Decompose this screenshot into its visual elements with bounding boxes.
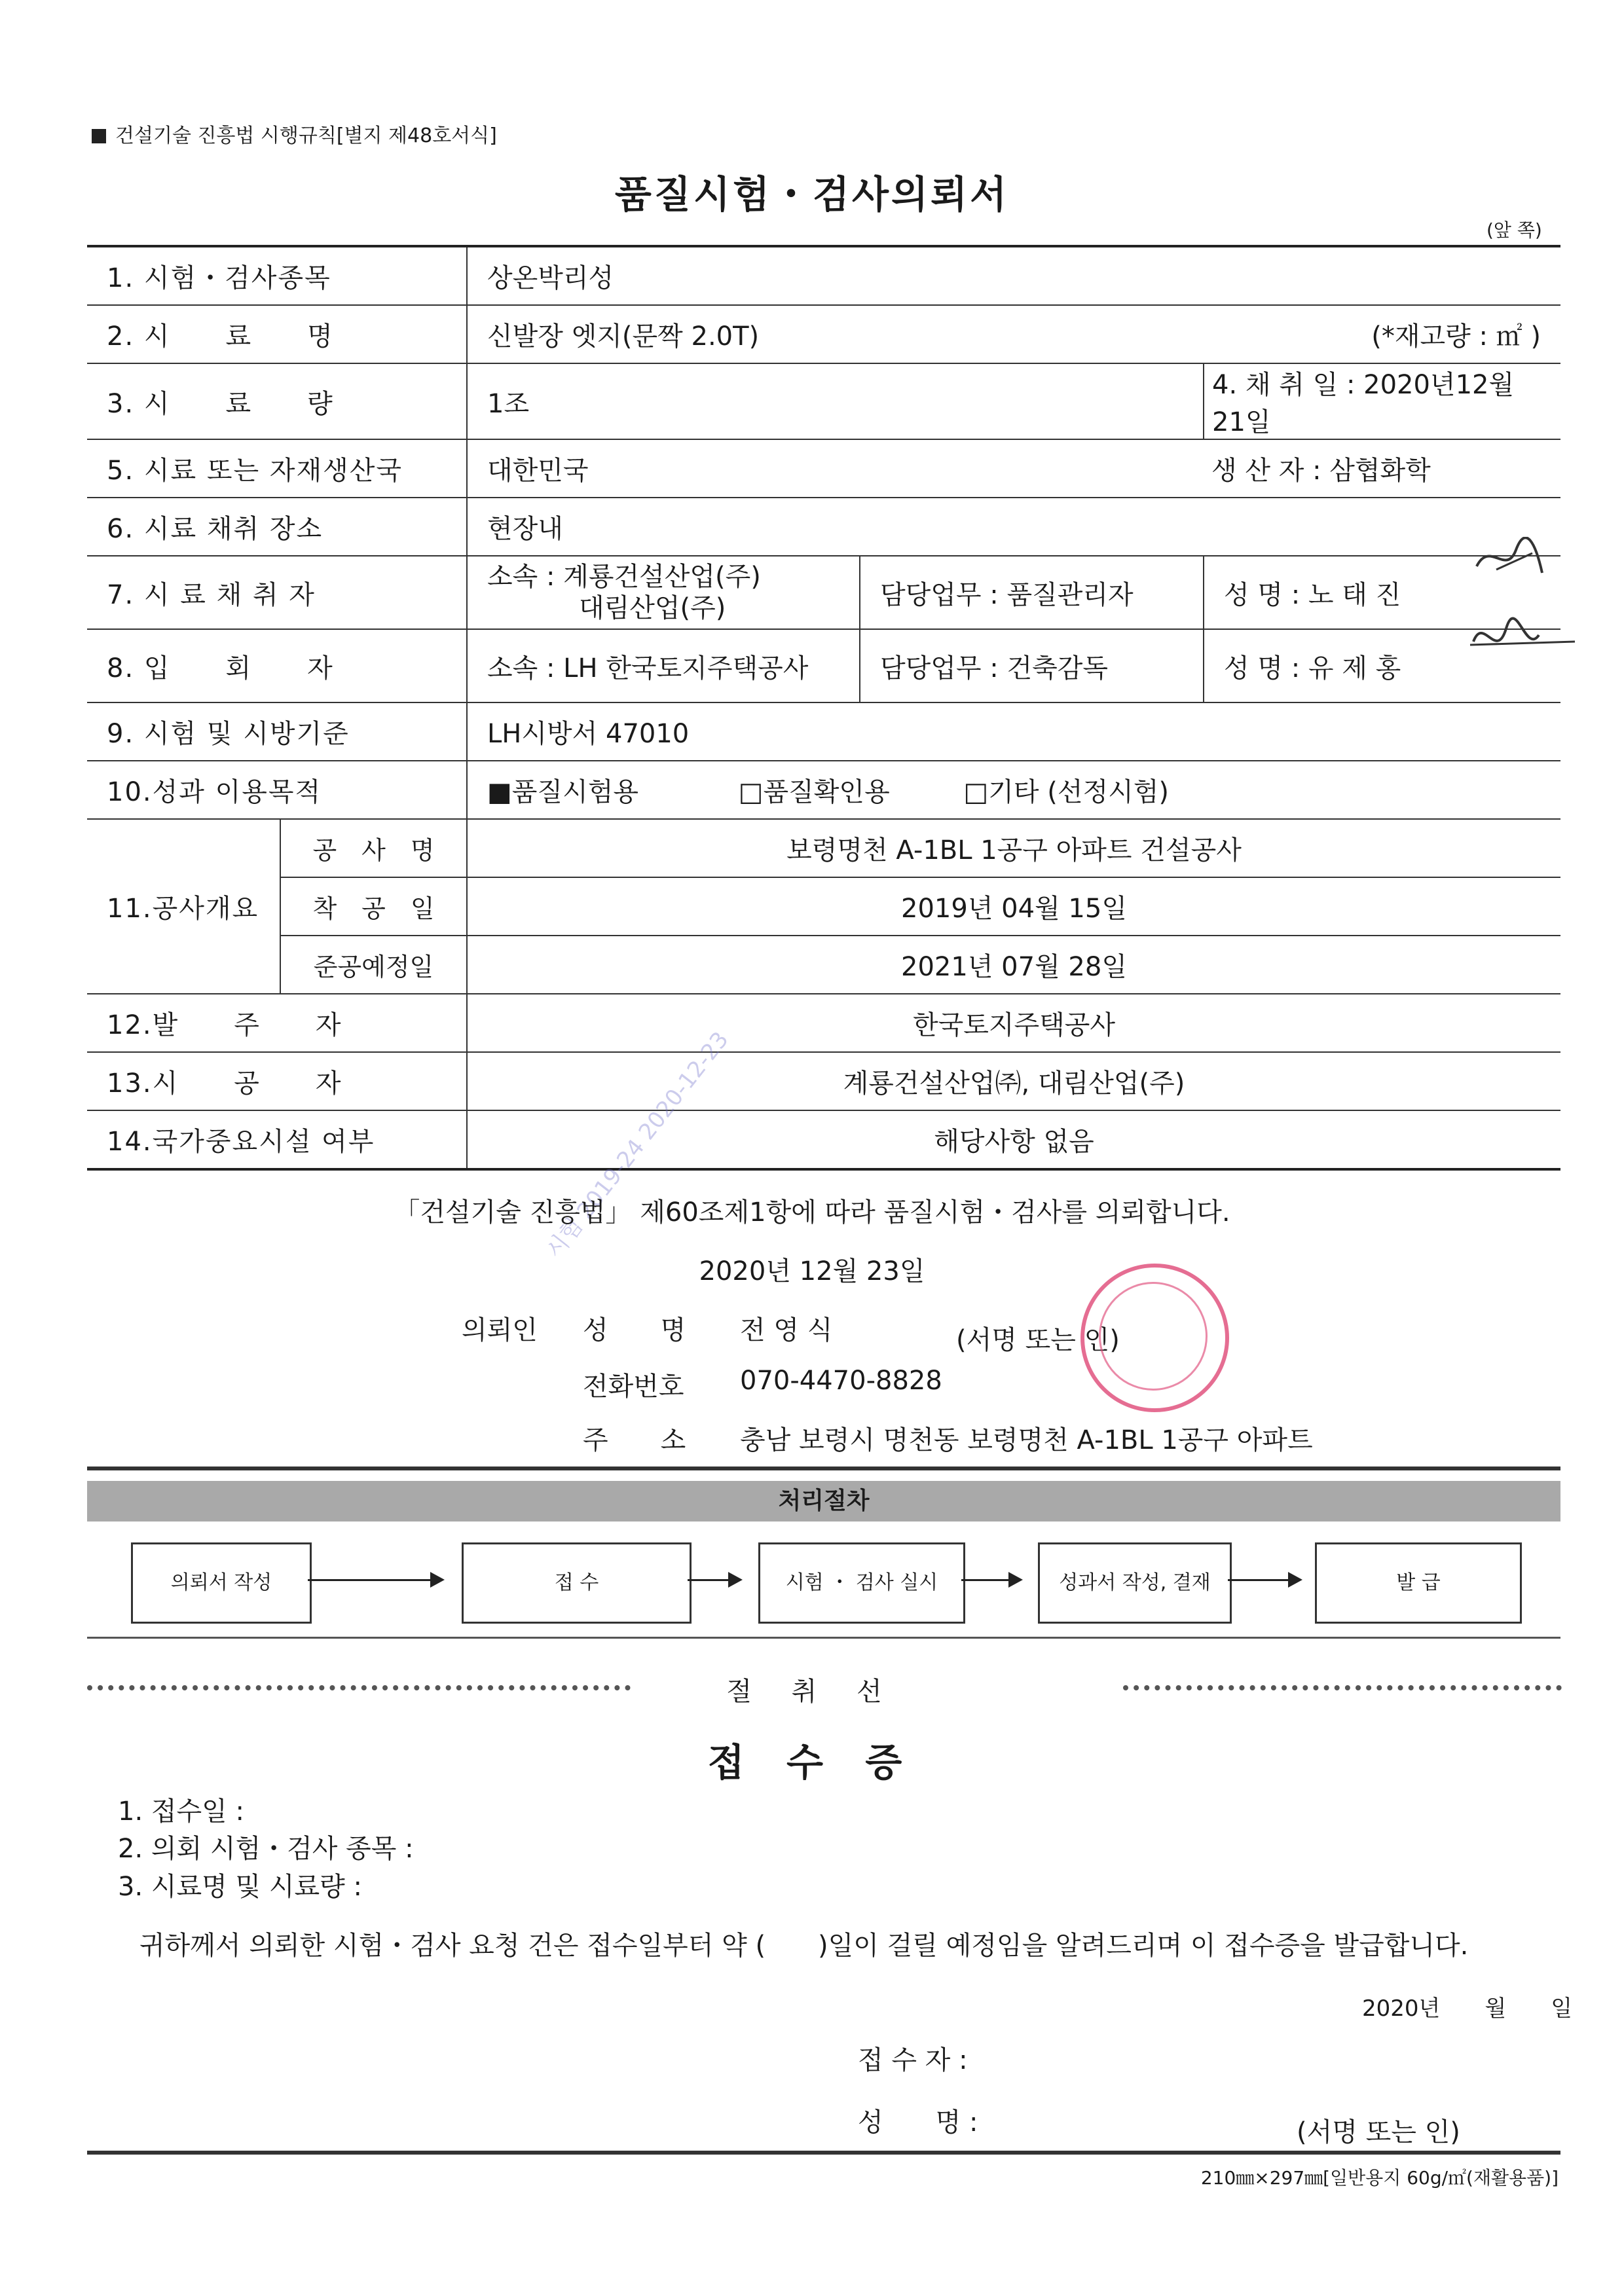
- step-receipt: 접 수: [462, 1542, 692, 1624]
- value-standard: LH시방서 47010: [467, 702, 1560, 761]
- value-sample-name: 신발장 엣지(문짝 2.0T): [467, 305, 1204, 363]
- receipt-date-item: 1. 접수일 :: [118, 1796, 244, 1827]
- request-date: 2020년 12월 23일: [699, 1256, 925, 1286]
- document-title: 품질시험・검사의뢰서: [614, 172, 1010, 217]
- row-national-facility: [87, 1110, 1560, 1169]
- label-national-facility: 14.국가중요시설 여부: [87, 1110, 467, 1169]
- witness-duty: 담당업무 : 건축감독: [860, 629, 1204, 702]
- label-contractor: 13.시 공 자: [87, 1052, 467, 1110]
- label-completion-date: 준공예정일: [280, 936, 467, 994]
- row-sampler: [87, 556, 1560, 629]
- receipt-title: 접 수 증: [707, 1740, 917, 1785]
- sampler-signature: [1470, 537, 1549, 583]
- square-bullet-icon: [92, 129, 106, 143]
- sampling-date: 4. 채 취 일 : 2020년12월21일: [1204, 363, 1560, 439]
- phone-label: 전화번호: [583, 1372, 684, 1402]
- sampler-name: 성 명 : 노 태 진: [1204, 556, 1560, 629]
- divider: [87, 1467, 1560, 1470]
- value-start-date: 2019년 04월 15일: [467, 877, 1560, 936]
- sampler-affiliation: [467, 556, 860, 629]
- row-purpose: [87, 761, 1560, 819]
- receipt-name: 성 명 :: [858, 2107, 978, 2138]
- address-label: 주 소: [583, 1425, 686, 1455]
- requester-label: 의뢰인: [462, 1315, 538, 1345]
- witness-name: 성 명 : 유 제 홍: [1204, 629, 1560, 702]
- sampler-duty: 담당업무 : 품질관리자: [860, 556, 1204, 629]
- label-project-name: 공 사 명: [280, 819, 467, 877]
- requester-name-label: 성 명: [583, 1315, 686, 1345]
- label-origin-country: 5. 시료 또는 자재생산국: [87, 439, 467, 498]
- value-test-item: 상온박리성: [467, 246, 1560, 305]
- procedure-title: 처리절차: [87, 1481, 1560, 1522]
- value-sample-quantity: 1조: [467, 363, 1204, 439]
- value-origin-country: 대한민국: [467, 439, 1204, 498]
- value-national-facility: 해당사항 없음: [467, 1110, 1560, 1169]
- arrow-icon: [308, 1579, 442, 1581]
- divider: [87, 2151, 1560, 2155]
- cut-line-right: [1123, 1685, 1562, 1690]
- front-side-label: (앞 쪽): [1486, 219, 1542, 241]
- producer: 생 산 자 : 삼협화학: [1204, 439, 1560, 498]
- row-standard: [87, 702, 1560, 761]
- watermark: 시험 2019-24 2020-12-23: [541, 1027, 734, 1264]
- form-reference: [92, 119, 497, 148]
- row-start-date: [87, 877, 1560, 936]
- value-client: 한국토지주택공사: [467, 994, 1560, 1052]
- stock-quantity-note: (*재고량 : ㎡ ): [1204, 305, 1560, 363]
- label-standard: 9. 시험 및 시방기준: [87, 702, 467, 761]
- label-purpose: 10.성과 이용목적: [87, 761, 467, 819]
- row-client: [87, 994, 1560, 1052]
- witness-affiliation: 소속 : LH 한국토지주택공사: [467, 629, 860, 702]
- arrow-icon: [688, 1579, 740, 1581]
- label-sample-quantity: 3. 시 료 량: [87, 363, 467, 439]
- arrow-icon: [1228, 1579, 1300, 1581]
- arrow-icon: [961, 1579, 1020, 1581]
- row-sample-name: [87, 305, 1560, 363]
- row-test-item: [87, 246, 1560, 305]
- value-sampling-place: 현장내: [467, 498, 1560, 556]
- row-sample-quantity: [87, 363, 1560, 439]
- request-statement: 「건설기술 진흥법」 제60조제1항에 따라 품질시험・검사를 의뢰합니다.: [394, 1197, 1230, 1228]
- checkbox-other[interactable]: □기타 (선정시험): [963, 777, 1169, 807]
- cut-line-label: 절 취 선: [726, 1677, 898, 1707]
- requester-name: 전 영 식: [740, 1315, 833, 1345]
- label-test-item: 1. 시험・검사종목: [87, 246, 467, 305]
- label-project-overview: 11.공사개요: [87, 819, 280, 994]
- row-contractor: [87, 1052, 1560, 1110]
- receipt-receiver: 접 수 자 :: [858, 2045, 968, 2075]
- label-start-date: 착 공 일: [280, 877, 467, 936]
- label-sampling-place: 6. 시료 채취 장소: [87, 498, 467, 556]
- receipt-issue-date: 2020년 월 일: [1362, 1995, 1573, 2022]
- row-project-name: [87, 819, 1560, 877]
- row-origin-country: [87, 439, 1560, 498]
- receipt-test-item: 2. 의회 시험・검사 종목 :: [118, 1834, 414, 1864]
- receipt-sample-item: 3. 시료명 및 시료량 :: [118, 1872, 362, 1902]
- value-project-name: 보령명천 A-1BL 1공구 아파트 건설공사: [467, 819, 1560, 877]
- label-sample-name: 2. 시 료 명: [87, 305, 467, 363]
- receipt-notice: 귀하께서 의뢰한 시험・검사 요청 건은 접수일부터 약 ( )일이 걸릴 예정임을 알려드리며 이 접수증을 발급합니다.: [139, 1931, 1469, 1961]
- label-witness: 8. 입 회 자: [87, 629, 467, 702]
- step-issue: 발 급: [1315, 1542, 1522, 1624]
- divider: [87, 1637, 1560, 1639]
- row-sampling-place: [87, 498, 1560, 556]
- row-witness: [87, 629, 1560, 702]
- sampler-affiliation-line1: 소속 : 계룡건설산업(주): [487, 562, 761, 592]
- paper-spec: 210㎜×297㎜[일반용지 60g/㎡(재활용품)]: [1200, 2167, 1559, 2189]
- address-value: 충남 보령시 명천동 보령명천 A-1BL 1공구 아파트: [740, 1425, 1313, 1455]
- purpose-options: [467, 761, 1560, 819]
- requester-sign-label: (서명 또는 인): [956, 1325, 1120, 1355]
- label-sampler: 7. 시 료 채 취 자: [87, 556, 467, 629]
- step-write-request: 의뢰서 작성: [131, 1542, 312, 1624]
- label-client: 12.발 주 자: [87, 994, 467, 1052]
- value-completion-date: 2021년 07월 28일: [467, 936, 1560, 994]
- checkbox-quality-check[interactable]: □품질확인용: [738, 777, 890, 807]
- step-testing: 시험 ・ 검사 실시: [758, 1542, 965, 1624]
- phone-number: 070-4470-8828: [740, 1366, 942, 1396]
- receipt-sign: (서명 또는 인): [1297, 2117, 1460, 2147]
- law-reference-text: 건설기술 진흥법 시행규칙[별지 제48호서식]: [115, 124, 497, 147]
- value-contractor: 계룡건설산업㈜, 대림산업(주): [467, 1052, 1560, 1110]
- sampler-affiliation-line2: 대림산업(주): [579, 593, 726, 623]
- witness-signature: [1467, 615, 1578, 661]
- step-report: 성과서 작성, 결재: [1038, 1542, 1232, 1624]
- request-form-table: [87, 245, 1560, 1171]
- row-completion-date: [87, 936, 1560, 994]
- checkbox-quality-test[interactable]: ■품질시험용: [487, 777, 638, 807]
- company-seal-stamp: [1080, 1264, 1229, 1412]
